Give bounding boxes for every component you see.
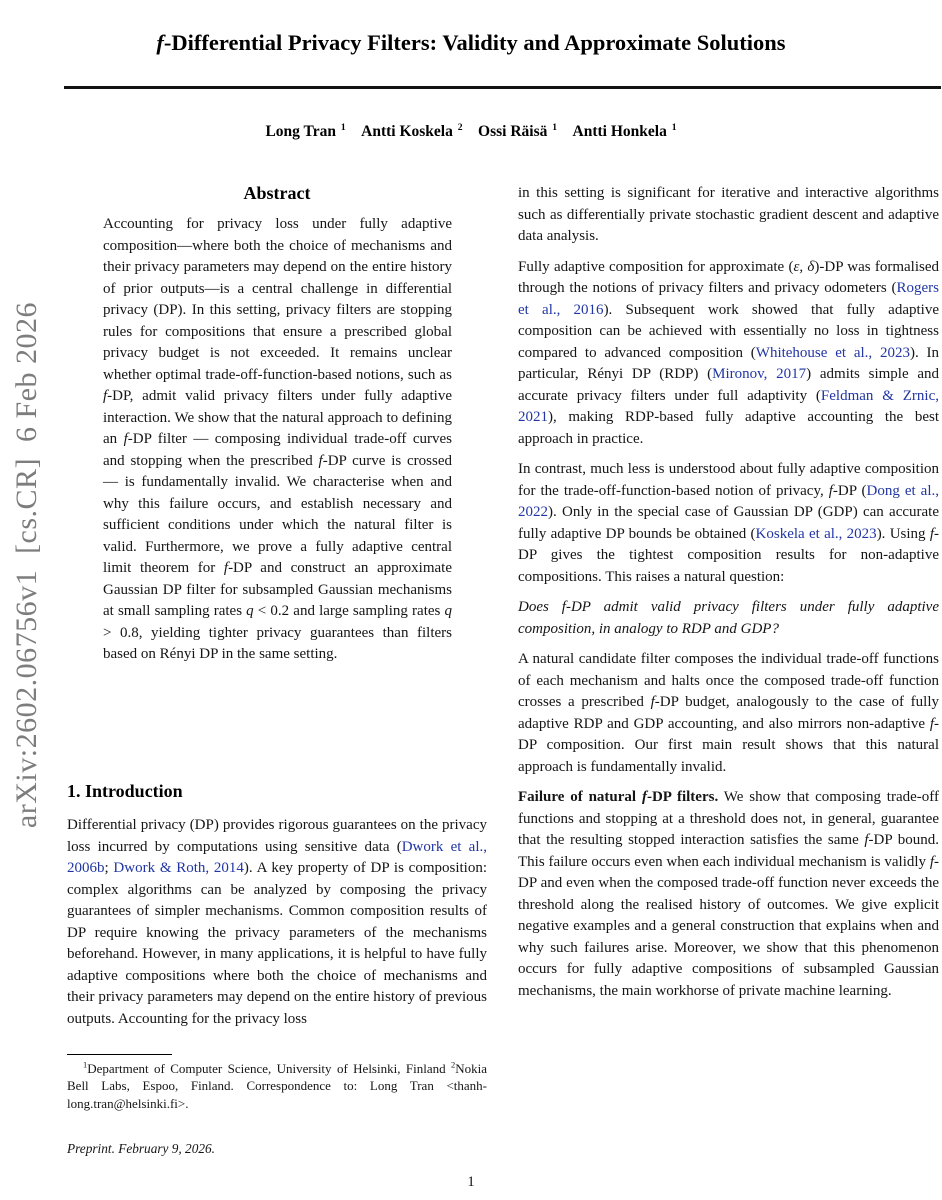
body-paragraph: in this setting is significant for iterative and interactive algorithms such as differentially private stochastic gradient descent and adaptive data analysis. xyxy=(518,185,939,244)
intro-paragraph: Differential privacy (DP) provides rigorous guarantees on the privacy loss incurred by computations using sensitive data (Dwork et al., 2006b; Dwork & Roth, 2014). A key property of DP is composition: complex algorithms can be analyzed by composing the privacy guarantees of simpler mechanisms. Common composition results of DP require knowing the privacy parameters of the mechanisms beforehand. However, in many applications, it is helpful to have fully adaptive compositions where both the choice of mechanisms and their privacy parameters may depend on the entire history of previous outputs. Accounting for the privacy loss xyxy=(67,817,487,1027)
body-paragraph: Fully adaptive composition for approximate (ε, δ)-DP was formalised through the notions of privacy filters and privacy odometers (Rogers et al., 2016). Subsequent work showed that fully adaptive composition can be achieved with essentially no loss in tightness compared to advanced composition (Whitehouse et al., 2023). In particular, Rényi DP (RDP) (Mironov, 2017) admits simple and accurate privacy filters under full adaptivity (Feldman & Zrnic, 2021), making RDP-based fully adaptive accounting the best approach in practice. xyxy=(518,258,940,447)
citation-link[interactable]: Koskela et al., 2023 xyxy=(755,525,877,542)
body-paragraph: A natural candidate filter composes the individual trade-off functions of each mechanism and halts once the composed trade-off function crosses a prescribed f-DP budget, analogously to the case of fully adaptive RDP and GDP accounting, and also mirrors non-adaptive f-DP composition. Our first main result shows that this natural approach is fundamentally invalid. xyxy=(518,651,939,775)
body-paragraph: Failure of natural f-DP filters. We show that composing trade-off functions and stopping at a threshold does not, in general, guarantee that the resulting stopped interaction satisfies the same f-DP bound. This failure occurs even when each individual mechanism is validly f-DP and even when the composed trade-off function never exceeds the threshold along the realised history of outcomes. We give explicit negative examples and a general construction that explains when and why such failures arise. Moreover, we show that this phenomenon occurs for fully adaptive compositions of subsampled Gaussian mechanisms, the main workhorse of private machine learning. xyxy=(518,789,940,999)
abstract-text: Accounting for privacy loss under fully adaptive composition—where both the choice of mechanisms and their privacy parameters may depend on the entire history of prior outputs—is a central challenge in differential privacy (DP). In this setting, privacy filters are stopping rules for compositions that ensure a prescribed global privacy budget is not exceeded. It remains unclear whether optimal trade-off-function-based notions, such as f-DP, admit valid privacy filters under fully adaptive interaction. We show that the natural approach to defining an f-DP filter — composing individual trade-off curves and stopping when the prescribed f-DP curve is crossed — is fundamentally invalid. We characterise when and why this failure occurs, and establish necessary and sufficient conditions under which the natural filter is valid. Furthermore, we prove a fully adaptive central limit theorem for f-DP and construct an approximate Gaussian DP filter for subsampled Gaussian mechanisms at small sampling rates q < 0.2 and large sampling rates q > 0.8, yielding tighter privacy guarantees than filters based on Rényi DP in the same setting. xyxy=(103,216,452,662)
arxiv-watermark: arXiv:2602.06756v1 [cs.CR] 6 Feb 2026 xyxy=(10,301,43,829)
citation-link[interactable]: Dong et al., 2022 xyxy=(518,482,939,520)
citation-link[interactable]: Feldman & Zrnic, 2021 xyxy=(518,387,939,425)
affiliation-footnote xyxy=(67,1054,487,1112)
citation-link[interactable]: Whitehouse et al., 2023 xyxy=(755,344,910,361)
authors-line: Long Tran $^1$ Antti Koskela $^2$ Ossi Räisä $^1$ Antti Honkela $^1$ xyxy=(265,121,677,140)
citation-link[interactable]: Mironov, 2017 xyxy=(712,366,807,382)
abstract-section xyxy=(67,183,487,781)
body-paragraph: In contrast, much less is understood about fully adaptive composition for the trade-off-function-based notion of privacy, f-DP (Dong et al., 2022). Only in the special case of Gaussian DP (GDP) can accurate fully adaptive DP bounds be obtained (Koskela et al., 2023). Using f-DP gives the tightest composition results for non-adaptive compositions. This raises a natural question: xyxy=(518,461,939,585)
citation-link[interactable]: Rogers et al., 2016 xyxy=(518,280,939,318)
column-right xyxy=(518,183,939,1011)
page-number: 1 xyxy=(467,1174,475,1190)
research-question: Does f-DP admit valid privacy filters under fully adaptive composition, in analogy to RDP and GDP? xyxy=(518,599,939,637)
preprint-note: Preprint. February 9, 2026. xyxy=(67,1141,215,1156)
section-heading-introduction: 1. Introduction xyxy=(67,781,183,801)
citation-link[interactable]: Dwork & Roth, 2014 xyxy=(113,860,244,876)
title-rule xyxy=(64,86,941,89)
paper-title: f-Differential Privacy Filters: Validity and Approximate Solutions xyxy=(156,30,786,55)
column-left xyxy=(67,183,487,1039)
citation-link[interactable]: Dwork et al., 2006b xyxy=(67,838,487,876)
footnote-rule xyxy=(67,1054,172,1055)
footnote-text: $^1$Department of Computer Science, University of Helsinki, Finland $^2$Nokia Bell Labs, Espoo, Finland. Correspondence to: Long Tran <thanh-long.tran@helsinki.fi>. xyxy=(67,1059,487,1111)
abstract-heading: Abstract xyxy=(243,183,311,203)
